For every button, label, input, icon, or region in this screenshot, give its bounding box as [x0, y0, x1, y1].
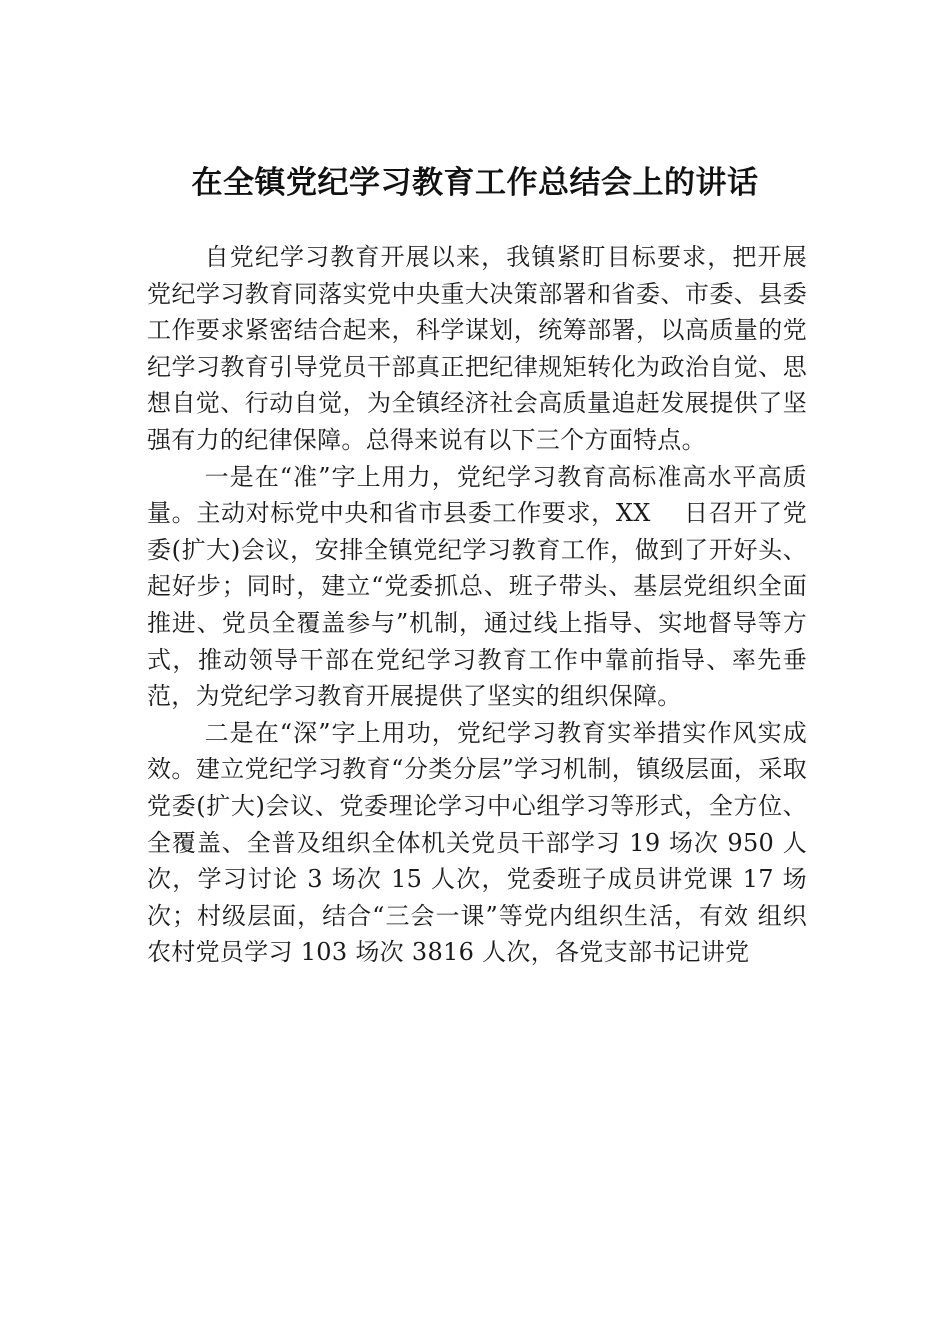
paragraph-point-two: 二是在“深”字上用功，党纪学习教育实举措实作风实成效。建立党纪学习教育“分类分层”学习机制，镇级层面，采取党委(扩大)会议、党委理论学习中心组学习等形式，全方位、全覆盖、全普及组织全体机关党员干部学习 19 场次 950 人次，学习讨论 3 场次 15 人次，党委班子成员讲党课 17 场次；村级层面，结合“三会一课”等党内组织生活，有效 组织农村党员学习 103 场次 3816 人次，各党支部书记讲党: [147, 718, 807, 967]
document-title: 在全镇党纪学习教育工作总结会上的讲话: [191, 165, 759, 201]
paragraph-point-one: 一是在“准”字上用力，党纪学习教育高标准高水平高质量。主动对标党中央和省市县委工作要求，XX 日召开了党委(扩大)会议，安排全镇党纪学习教育工作，做到了开好头、起好步；同时，建立“党委抓总、班子带头、基层党组织全面推进、党员全覆盖参与”机制，通过线上指导、实地督导等方式，推动领导干部在党纪学习教育工作中靠前指导、率先垂范，为党纪学习教育开展提供了坚实的组织保障。: [147, 462, 807, 711]
paragraph-intro: 自党纪学习教育开展以来，我镇紧盯目标要求，把开展党纪学习教育同落实党中央重大决策部署和省委、市委、县委工作要求紧密结合起来，科学谋划，统筹部署，以高质量的党纪学习教育引导党员干部真正把纪律规矩转化为政治自觉、思想自觉、行动自觉，为全镇经济社会高质量追赶发展提供了坚强有力的纪律保障。总得来说有以下三个方面特点。: [147, 243, 807, 454]
document-body: [147, 239, 807, 971]
